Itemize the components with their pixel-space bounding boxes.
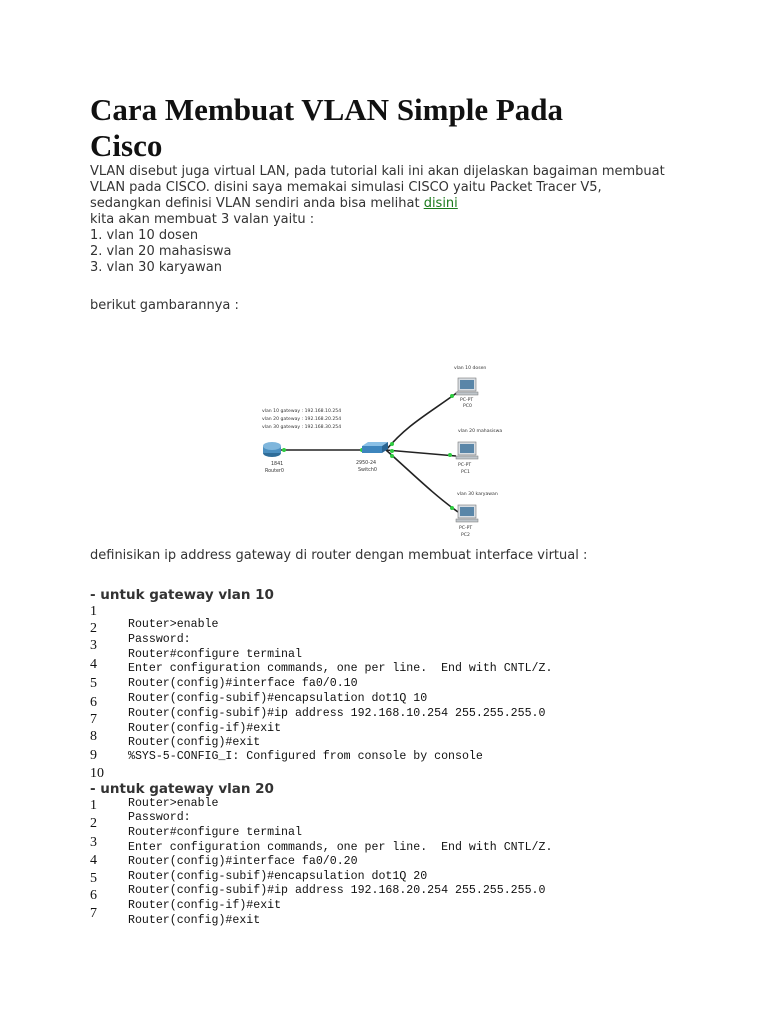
gateway-label: vlan 20 gateway : 192.168.20.254 — [262, 417, 342, 422]
line-number: 3 — [90, 835, 97, 850]
section-heading-vlan-20: - untuk gateway vlan 20 — [90, 781, 274, 797]
link-switch-pc2 — [386, 450, 458, 512]
section-heading-vlan-10: - untuk gateway vlan 10 — [90, 587, 274, 603]
pc1-vlan-label: vlan 20 mahasiswa — [458, 429, 503, 434]
code-line: Router>enable — [128, 797, 219, 810]
pc0-model: PC-PT — [460, 398, 474, 403]
pc0-vlan-label: vlan 10 dosen — [454, 366, 487, 371]
code-line: Router(config-subif)#ip address 192.168.20.254 255.255.255.0 — [128, 884, 546, 897]
intro-line-3 — [90, 196, 458, 212]
code-line: Router(config)#exit — [128, 914, 261, 927]
vlan-list-item: 3. vlan 30 karyawan — [90, 260, 222, 275]
router-icon — [263, 442, 281, 457]
switch-model: 2950-24 — [356, 461, 377, 466]
code-line: Router(config-if)#exit — [128, 722, 282, 735]
vlan-list-item: 2. vlan 20 mahasiswa — [90, 244, 232, 259]
link-switch-pc0 — [386, 392, 458, 450]
line-number: 4 — [90, 853, 97, 868]
line-number: 2 — [90, 816, 97, 831]
code-line: Enter configuration commands, one per line. End with CNTL/Z. — [128, 662, 553, 675]
line-number: 1 — [90, 798, 97, 813]
code-line: Password: — [128, 633, 191, 646]
code-line: Router#configure terminal — [128, 648, 302, 661]
line-number: 10 — [90, 766, 104, 781]
line-number: 5 — [90, 871, 97, 886]
pc0-icon — [456, 378, 478, 395]
gambar-label: berikut gambarannya : — [90, 298, 239, 313]
pc2-name: PC2 — [461, 533, 470, 538]
switch-icon — [362, 442, 388, 453]
line-number: 7 — [90, 712, 97, 727]
line-number: 9 — [90, 748, 97, 763]
disini-link[interactable]: disini — [423, 196, 458, 211]
pc0-name: PC0 — [463, 404, 472, 409]
network-diagram — [258, 354, 508, 542]
pc1-name: PC1 — [461, 470, 470, 475]
intro-line-1: VLAN disebut juga virtual LAN, pada tutorial kali ini akan dijelaskan bagaiman membuat — [90, 164, 665, 179]
pc1-model: PC-PT — [458, 463, 472, 468]
pc2-icon — [456, 505, 478, 522]
link-switch-pc1 — [386, 450, 456, 456]
code-line: Router(config-if)#exit — [128, 899, 282, 912]
code-line: Enter configuration commands, one per line. End with CNTL/Z. — [128, 841, 553, 854]
line-number: 8 — [90, 729, 97, 744]
line-number: 1 — [90, 604, 97, 619]
code-line: Router(config)#interface fa0/0.10 — [128, 677, 358, 690]
code-line: Router>enable — [128, 618, 219, 631]
code-line: Router(config)#interface fa0/0.20 — [128, 855, 358, 868]
pc2-vlan-label: vlan 30 karyawan — [457, 492, 498, 497]
gateway-label: vlan 30 gateway : 192.168.30.254 — [262, 425, 342, 430]
line-number: 6 — [90, 888, 97, 903]
router-name: Router0 — [265, 469, 284, 474]
pc1-icon — [456, 442, 478, 459]
definisi-label: definisikan ip address gateway di router dengan membuat interface virtual : — [90, 548, 588, 563]
code-line: Router(config-subif)#ip address 192.168.10.254 255.255.255.0 — [128, 707, 546, 720]
line-number: 6 — [90, 695, 97, 710]
line-number: 4 — [90, 657, 97, 672]
intro-line-4: kita akan membuat 3 valan yaitu : — [90, 212, 315, 227]
code-line: %SYS-5-CONFIG_I: Configured from console by console — [128, 750, 483, 763]
code-line: Router(config-subif)#encapsulation dot1Q 20 — [128, 870, 428, 883]
router-model: 1841 — [271, 462, 284, 467]
switch-name: Switch0 — [358, 468, 377, 473]
page-title: Cara Membuat VLAN Simple Pada Cisco — [90, 92, 564, 163]
gateway-label: vlan 10 gateway : 192.168.10.254 — [262, 409, 342, 414]
code-line: Password: — [128, 811, 191, 824]
code-line: Router#configure terminal — [128, 826, 302, 839]
vlan-list-item: 1. vlan 10 dosen — [90, 228, 199, 243]
line-number: 3 — [90, 638, 97, 653]
intro-line-3-text: sedangkan definisi VLAN sendiri anda bisa melihat — [90, 196, 424, 211]
pc2-model: PC-PT — [459, 526, 473, 531]
line-number: 5 — [90, 676, 97, 691]
code-line: Router(config-subif)#encapsulation dot1Q 10 — [128, 692, 428, 705]
line-number: 2 — [90, 621, 97, 636]
code-line: Router(config)#exit — [128, 736, 261, 749]
intro-line-2: VLAN pada CISCO. disini saya memakai simulasi CISCO yaitu Packet Tracer V5, — [90, 180, 602, 195]
line-number: 7 — [90, 906, 97, 921]
